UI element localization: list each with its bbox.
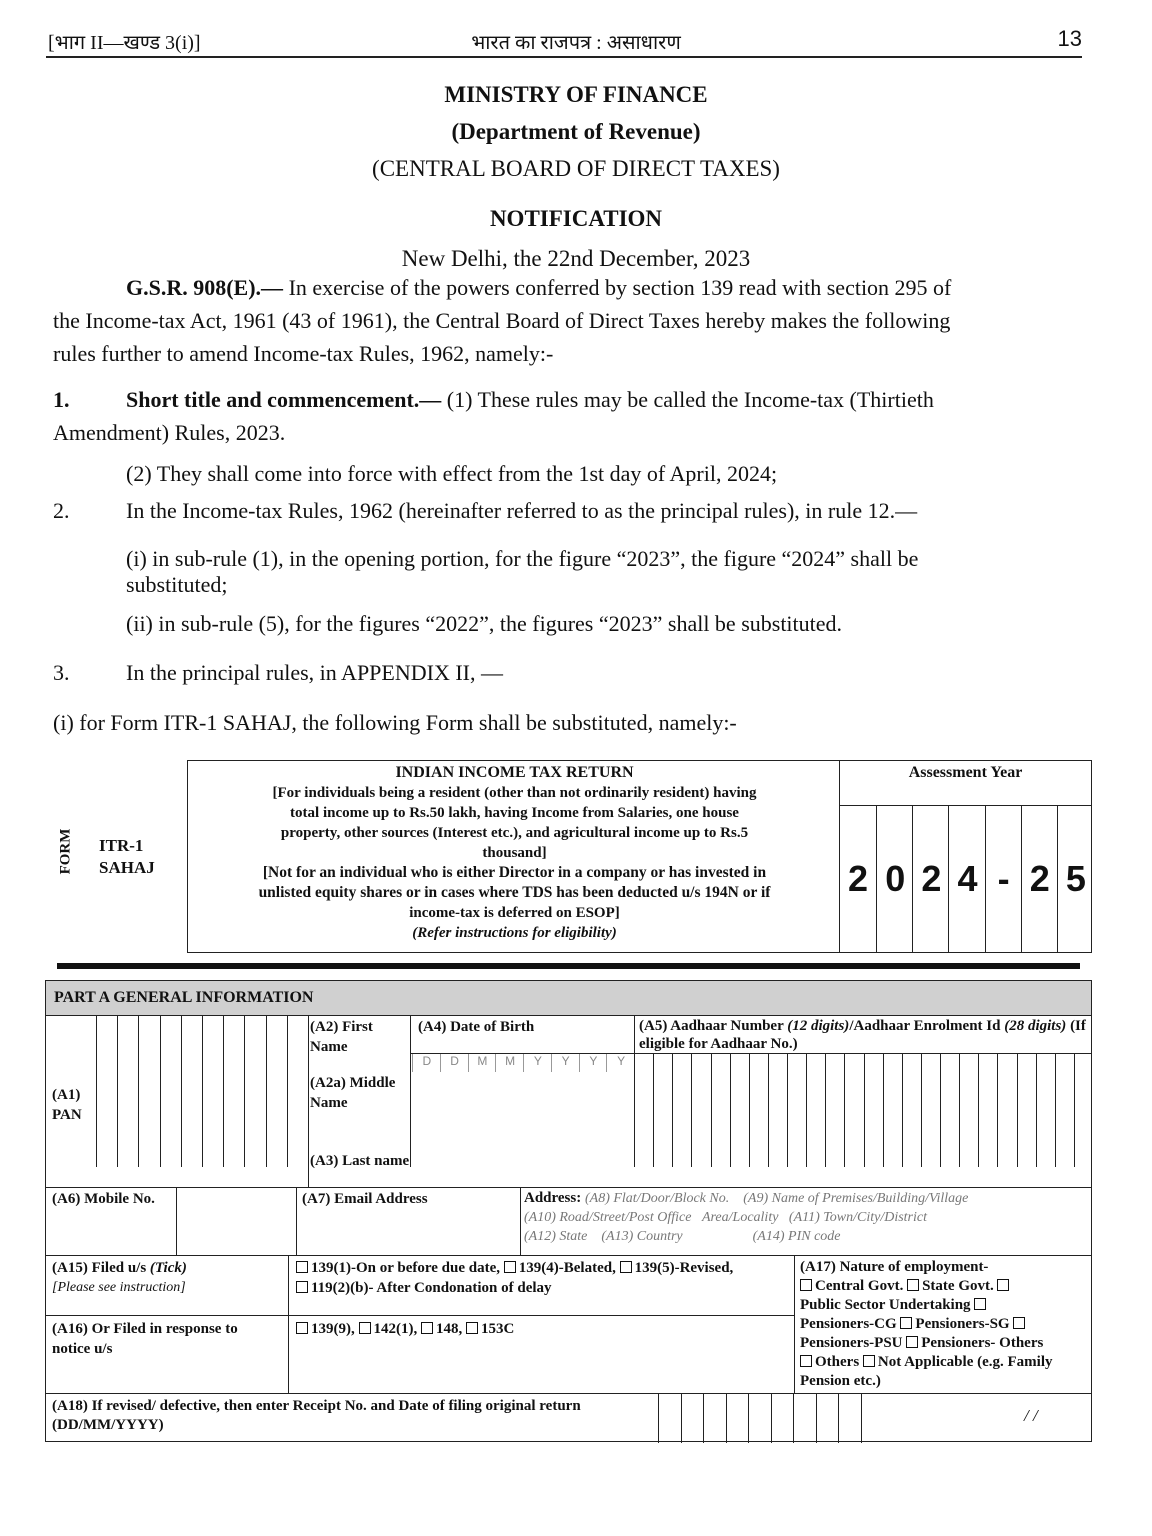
dob-placeholder-letter: Y: [523, 1054, 552, 1072]
dob-placeholder-letter: Y: [606, 1054, 635, 1072]
receipt-cell-divider: [861, 1393, 862, 1443]
aadhaar-cell-divider: [634, 1053, 635, 1167]
form-desc-4: thousand]: [482, 845, 547, 861]
checkbox-not-applicable[interactable]: [863, 1355, 875, 1367]
assessment-year-digit: 0: [876, 805, 913, 952]
gsr-line-1: G.S.R. 908(E).— In exercise of the powers conferred by section 139 read with section 295 of: [126, 275, 952, 300]
assessment-year-label: Assessment Year: [908, 764, 1023, 781]
gazette-title: भारत का राजपत्र : असाधारण: [471, 32, 681, 54]
aadhaar-cell-divider: [959, 1053, 960, 1167]
assessment-year-digit: 2: [912, 805, 949, 952]
checkbox-others[interactable]: [800, 1355, 812, 1367]
pan-cell-divider: [117, 1015, 118, 1167]
filing-date-input[interactable]: / /: [1024, 1406, 1038, 1425]
receipt-cell-divider: [726, 1393, 727, 1443]
para-1-line-1: Short title and commencement.— (1) These rules may be called the Income-tax (Thirtieth: [126, 387, 934, 412]
aadhaar-cell-divider: [806, 1053, 807, 1167]
receipt-cell-divider: [838, 1393, 839, 1443]
assessment-year-digit: 5: [1057, 805, 1094, 952]
header-rule: [46, 56, 1082, 58]
a7-email-label: (A7) Email Address: [302, 1191, 428, 1207]
notification-date: New Delhi, the 22nd December, 2023: [401, 246, 751, 271]
a4-dob-label: (A4) Date of Birth: [418, 1019, 535, 1035]
dob-placeholder-letter: M: [468, 1054, 497, 1072]
aadhaar-cell-divider: [902, 1053, 903, 1167]
address-block: Address: (A8) Flat/Door/Block No. (A9) Name of Premises/Building/Village (A10) Road/Street/Post Office Area/Locality (A11) Town/City/District (A12) State (A13) Country (A14) PIN code: [524, 1190, 969, 1244]
a5-aadhaar-label: (A5) Aadhaar Number (12 digits)/Aadhaar Enrolment Id (28 digits) (If eligible for Aadhaar No.): [639, 1018, 1086, 1052]
part-a-table: [45, 980, 1092, 1442]
receipt-cell-divider: [771, 1393, 772, 1443]
form-desc-6: unlisted equity shares or in cases where TDS has been deducted u/s 194N or if: [258, 884, 771, 901]
checkbox-state-govt[interactable]: [907, 1279, 919, 1291]
assessment-year-digit: 4: [948, 805, 985, 952]
dob-placeholder-letter: Y: [551, 1054, 580, 1072]
aadhaar-cell-divider: [672, 1053, 673, 1167]
pan-cell-divider: [202, 1015, 203, 1167]
dob-input[interactable]: [412, 1053, 634, 1073]
aadhaar-cell-divider: [730, 1053, 731, 1167]
part-a-header: PART A GENERAL INFORMATION: [46, 981, 1091, 1016]
aadhaar-cell-divider: [749, 1053, 750, 1167]
form-label: FORM: [57, 828, 74, 875]
aadhaar-cell-divider: [864, 1053, 865, 1167]
form-description-box: [187, 760, 841, 953]
notification-title: NOTIFICATION: [489, 206, 663, 231]
para-2-text: In the Income-tax Rules, 1962 (hereinafter referred to as the principal rules), in rule 12.—: [126, 498, 918, 523]
form-desc-1: [For individuals being a resident (other than not ordinarily resident) having: [272, 785, 757, 801]
board-title: (CENTRAL BOARD OF DIRECT TAXES): [372, 156, 780, 181]
aadhaar-cell-divider: [711, 1053, 712, 1167]
form-itr-code: ITR-1: [99, 836, 144, 855]
para-2-number: 2.: [53, 498, 70, 523]
assessment-year-box: [839, 760, 1092, 953]
a16-options: 139(9), 142(1), 148, 153C: [296, 1319, 514, 1339]
checkbox-pensioners-cg[interactable]: [974, 1298, 986, 1310]
para-1-sub-2: (2) They shall come into force with effect from the 1st day of April, 2024;: [126, 461, 778, 486]
ministry-title: MINISTRY OF FINANCE: [444, 82, 708, 107]
para-2-i-line-1: (i) in sub-rule (1), in the opening portion, for the figure “2023”, the figure “2024” shall be: [126, 546, 919, 571]
department-title: (Department of Revenue): [451, 119, 701, 144]
a3-last-name-label: (A3) Last name: [310, 1153, 410, 1169]
form-desc-2: total income up to Rs.50 lakh, having Income from Salaries, one house: [290, 805, 739, 821]
checkbox-148[interactable]: [421, 1322, 433, 1334]
para-2-ii: (ii) in sub-rule (5), for the figures “2022”, the figures “2023” shall be substituted.: [126, 611, 843, 636]
checkbox-central-govt[interactable]: [800, 1279, 812, 1291]
checkbox-139-4[interactable]: [504, 1261, 516, 1273]
a2-first-name-label: (A2) First Name: [310, 1019, 373, 1055]
checkbox-139-1[interactable]: [296, 1261, 308, 1273]
form-desc-3: property, other sources (Interest etc.), and agricultural income up to Rs.5: [280, 825, 749, 841]
gazette-part-label: [भाग II—खण्ड 3(i)]: [48, 32, 201, 54]
para-1-number: 1.: [53, 387, 70, 412]
pan-cell-divider: [138, 1015, 139, 1167]
page-number: 13: [1057, 26, 1082, 51]
pan-cell-divider: [160, 1015, 161, 1167]
receipt-cell-divider: [816, 1393, 817, 1443]
checkbox-139-9[interactable]: [296, 1322, 308, 1334]
pan-cell-divider: [223, 1015, 224, 1167]
a18-label: (A18) If revised/ defective, then enter Receipt No. and Date of filing original return (DD/MM/YYYY): [52, 1398, 581, 1433]
aadhaar-cell-divider: [787, 1053, 788, 1167]
assessment-year-digit: 2: [1021, 805, 1058, 952]
aadhaar-cell-divider: [825, 1053, 826, 1167]
aadhaar-cell-divider: [940, 1053, 941, 1167]
checkbox-psu[interactable]: [997, 1279, 1009, 1291]
checkbox-142-1[interactable]: [359, 1322, 371, 1334]
a15-options: 139(1)-On or before due date, 139(4)-Belated, 139(5)-Revised, 119(2)(b)- After Condonation of delay: [296, 1258, 796, 1298]
form-desc-8: (Refer instructions for eligibility): [412, 925, 617, 941]
pan-cell-divider: [96, 1015, 97, 1167]
para-2-i-line-2: substituted;: [126, 572, 228, 597]
para-3-number: 3.: [53, 660, 70, 685]
checkbox-139-5[interactable]: [620, 1261, 632, 1273]
receipt-number-input[interactable]: [658, 1393, 883, 1443]
aadhaar-cell-divider: [1055, 1053, 1056, 1167]
checkbox-153c[interactable]: [466, 1322, 478, 1334]
a1-pan-label: (A1) PAN: [52, 1087, 82, 1123]
aadhaar-cell-divider: [1074, 1053, 1075, 1167]
dob-placeholder-letter: D: [440, 1054, 469, 1072]
form-sahaj: SAHAJ: [99, 858, 155, 877]
receipt-cell-divider: [748, 1393, 749, 1443]
pan-cell-divider: [266, 1015, 267, 1167]
aadhaar-cell-divider: [1017, 1053, 1018, 1167]
pan-cell-divider: [287, 1015, 288, 1167]
receipt-cell-divider: [793, 1393, 794, 1443]
aadhaar-cell-divider: [978, 1053, 979, 1167]
checkbox-119-2-b[interactable]: [296, 1281, 308, 1293]
aadhaar-cell-divider: [1036, 1053, 1037, 1167]
dob-placeholder-letter: M: [495, 1054, 524, 1072]
aadhaar-cell-divider: [921, 1053, 922, 1167]
aadhaar-cell-divider: [691, 1053, 692, 1167]
form-divider: [57, 963, 1080, 969]
assessment-year-digit: -: [985, 805, 1022, 952]
aadhaar-cell-divider: [844, 1053, 845, 1167]
receipt-cell-divider: [703, 1393, 704, 1443]
aadhaar-cell-divider: [997, 1053, 998, 1167]
aadhaar-cell-divider: [768, 1053, 769, 1167]
pan-cell-divider: [244, 1015, 245, 1167]
a17-employment: (A17) Nature of employment- Central Govt. State Govt. Public Sector Undertaking Pensioners-CG Pensioners-SG Pensioners-PSU Pensioners- Others Others Not Applicable (e.g. Family Pension etc.): [800, 1259, 1053, 1389]
para-1-line-2: Amendment) Rules, 2023.: [53, 420, 286, 445]
a6-mobile-label: (A6) Mobile No.: [52, 1191, 155, 1207]
dob-placeholder-letter: Y: [579, 1054, 608, 1072]
a2a-middle-name-label: (A2a) Middle Name: [310, 1075, 396, 1111]
assessment-year-digits: [840, 805, 1091, 952]
aadhaar-cell-divider: [883, 1053, 884, 1167]
aadhaar-cell-divider: [653, 1053, 654, 1167]
a15-filed-label: (A15) Filed u/s (Tick) [Please see instruction]: [52, 1260, 187, 1295]
checkbox-pensioners-psu[interactable]: [1013, 1317, 1025, 1329]
dob-placeholder-letter: D: [412, 1054, 441, 1072]
form-desc-5: [Not for an individual who is either Director in a company or has invested in: [262, 864, 767, 881]
checkbox-pensioners-others[interactable]: [906, 1336, 918, 1348]
a16-notice-label: (A16) Or Filed in response to notice u/s: [52, 1321, 238, 1357]
assessment-year-digit: 2: [848, 857, 869, 899]
para-3-i: (i) for Form ITR-1 SAHAJ, the following Form shall be substituted, namely:-: [53, 710, 737, 735]
form-title: INDIAN INCOME TAX RETURN: [395, 764, 634, 781]
form-desc-7: income-tax is deferred on ESOP]: [409, 905, 620, 921]
checkbox-pensioners-sg[interactable]: [900, 1317, 912, 1329]
receipt-cell-divider: [681, 1393, 682, 1443]
pan-input[interactable]: [96, 1015, 308, 1167]
receipt-cell-divider: [658, 1393, 659, 1443]
para-3-text: In the principal rules, in APPENDIX II, —: [126, 660, 503, 685]
pan-cell-divider: [181, 1015, 182, 1167]
gsr-line-2: the Income-tax Act, 1961 (43 of 1961), the Central Board of Direct Taxes hereby makes the following: [53, 308, 951, 333]
gsr-line-3: rules further to amend Income-tax Rules, 1962, namely:-: [53, 341, 554, 366]
aadhaar-input[interactable]: [634, 1053, 1093, 1167]
